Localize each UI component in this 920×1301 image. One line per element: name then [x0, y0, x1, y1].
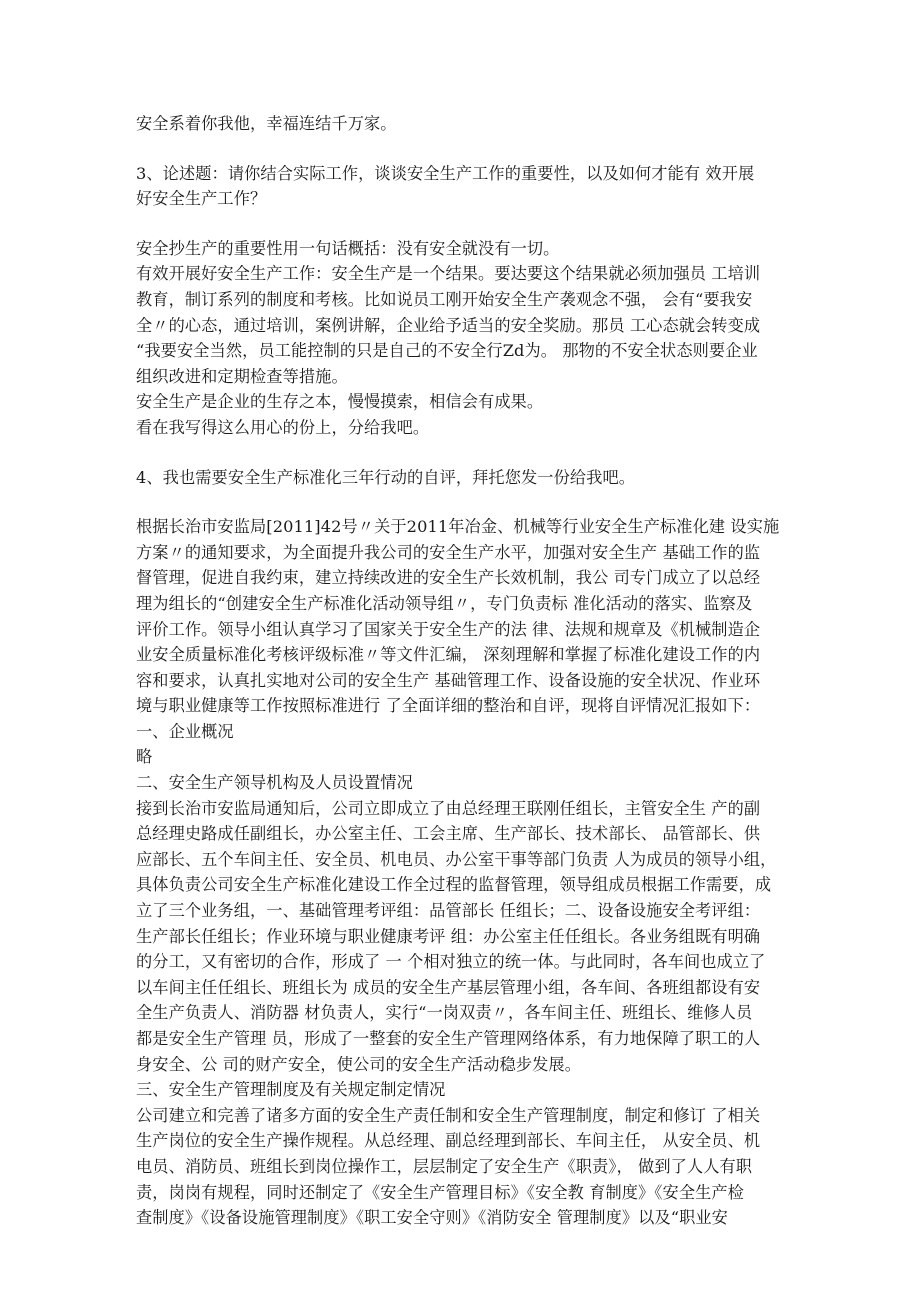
document-page: [136, 111, 788, 1231]
answer4-line: 方案〃的通知要求，为全面提升我公司的安全生产水平，加强对安全生产 基础工作的监: [136, 542, 761, 562]
answer4-line: 电员、消防员、班组长到岗位操作工，层层制定了安全生产《职责》， 做到了人人有职: [136, 1156, 753, 1176]
question3-line: 好安全生产工作？: [136, 189, 267, 209]
answer4-line: 督管理，促进自我约束，建立持续改进的安全生产长效机制，我公 司专门成立了以总经: [136, 568, 761, 588]
answer3-line: 组织改进和定期检查等措施。: [136, 366, 348, 386]
answer4-line: 以车间主任任组长、班组长为 成员的安全生产基层管理小组，各车间、各班组都设有安: [136, 977, 761, 997]
paragraph-gap: [136, 490, 788, 514]
answer4-line: 具体负责公司安全生产标准化建设工作全过程的监督管理，领导组成员根据工作需要，成: [136, 875, 772, 895]
answer4-line: 身安全、公 司的财产安全，使公司的安全生产活动稳步发展。: [136, 1054, 582, 1074]
answer4-line: 生产岗位的安全生产操作规程。从总经理、副总经理到部长、车间主任， 从安全员、机: [136, 1131, 761, 1151]
section-heading: 三、安全生产管理制度及有关规定制定情况: [136, 1080, 446, 1100]
answer4-line: 立了三个业务组，一、基础管理考评组：品管部长 任组长；二、设备设施安全考评组：: [136, 901, 761, 921]
answer3-line: 安全生产是企业的生存之本，慢慢摸索，相信会有成果。: [136, 392, 544, 412]
question4-line: 4、我也需要安全生产标准化三年行动的自评，拜托您发一份给我吧。: [136, 467, 636, 487]
section-heading: 二、安全生产领导机构及人员设置情况: [136, 773, 413, 793]
answer4-line: 境与职业健康等工作按照标准进行 了全面详细的整治和自评，现将自评情况汇报如下：: [136, 696, 761, 716]
answer4-line: 生产部长任组长；作业环境与职业健康考评 组：办公室主任任组长。各业务组既有明确: [136, 926, 761, 946]
answer4-line: 评价工作。领导小组认真学习了国家关于安全生产的法 律、法规和规章及《机械制造企: [136, 619, 761, 639]
section-heading: 一、企业概况: [136, 721, 234, 741]
answer4-line: 全生产负责人、消防器 材负责人，实行“一岗双责〃，各车间主任、班组长、维修人员: [136, 1003, 753, 1023]
answer4-line: 略: [136, 747, 153, 767]
answer4-line: 查制度》《设备设施管理制度》《职工安全守则》《消防安全 管理制度》以及“职业安: [136, 1208, 728, 1228]
answer4-line: 公司建立和完善了诸多方面的安全生产责任制和安全生产管理制度，制定和修订 了相关: [136, 1105, 761, 1125]
answer3-line: “我要安全当然，员工能控制的只是自己的不安全行Zd为。 那物的不安全状态则要企业: [136, 341, 758, 361]
answer4-line: 都是安全生产管理 员，形成了一整套的安全生产管理网络体系，有力地保障了职工的人: [136, 1029, 761, 1048]
paragraph-gap: [136, 137, 788, 161]
answer4-line: 业安全质量标准化考核评级标准〃等文件汇编， 深刻理解和掌握了标准化建设工作的内: [136, 645, 761, 665]
answer3-line: 有效开展好安全生产工作：安全生产是一个结果。要达要这个结果就必须加强员 工培训: [136, 264, 761, 284]
answer3-line: 全〃的心态，通过培训，案例讲解，企业给予适当的安全奖励。那员 工心态就会转变成: [136, 315, 761, 335]
answer4-line: 容和要求，认真扎实地对公司的安全生产 基础管理工作、设备设施的安全状况、作业环: [136, 670, 761, 690]
paragraph-gap: [136, 212, 788, 236]
question3-line: 3、论述题：请你结合实际工作，谈谈安全生产工作的重要性，以及如何才能有 效开展: [136, 163, 755, 183]
answer4-line: 根据长治市安监局[2011]42号〃关于2011年冶金、机械等行业安全生产标准化建 设实施: [136, 517, 780, 537]
answer3-line: 教育，制订系列的制度和考核。比如说员工刚开始安全生产袭观念不强， 会有“要我安: [136, 289, 753, 309]
answer4-line: 责，岗岗有规程，同时还制定了《安全生产管理目标》《安全教 育制度》《安全生产检: [136, 1182, 744, 1202]
answer3-line: 看在我写得这么用心的份上，分给我吧。: [136, 417, 430, 437]
answer3-line: 安全抄生产的重要性用一句话概括：没有安全就没有一切。: [136, 238, 560, 258]
answer4-line: 理为组长的“创建安全生产标准化活动领导组〃，专门负责标 准化活动的落实、监察及: [136, 593, 753, 613]
intro-line: 安全系着你我他，幸福连结千万家。: [136, 114, 397, 133]
answer4-line: 接到长治市安监局通知后，公司立即成立了由总经理王联刚任组长，主管安全生 产的副: [136, 798, 761, 818]
answer4-line: 应部长、五个车间主任、安全员、机电员、办公室干事等部门负责 人为成员的领导小组，: [136, 849, 777, 869]
answer4-line: 的分工，又有密切的合作，形成了 一 个相对独立的统一体。与此同时，各车间也成立了: [136, 952, 766, 972]
paragraph-gap: [136, 441, 788, 465]
answer4-line: 总经理史路成任副组长，办公室主任、工会主席、生产部长、技术部长、 品管部长、供: [136, 824, 761, 844]
